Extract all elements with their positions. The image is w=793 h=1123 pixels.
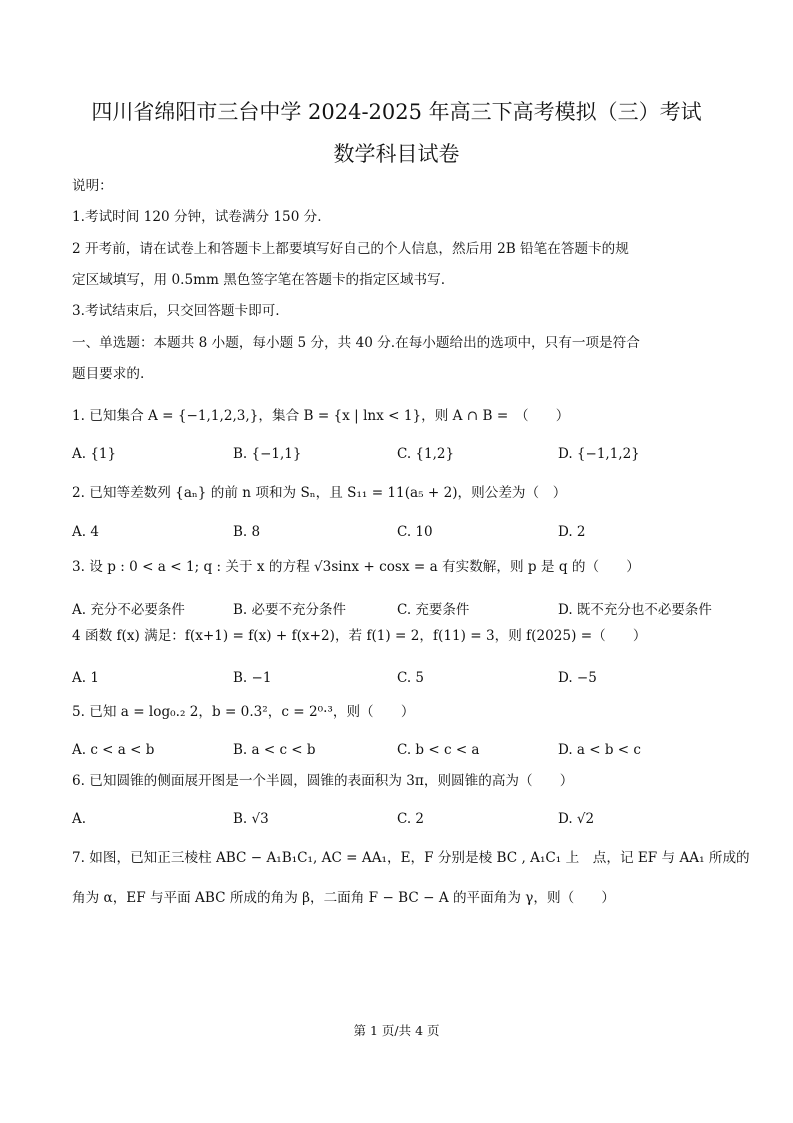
section-heading-line1: 一、单选题：本题共 8 小题，每小题 5 分，共 40 分.在每小题给出的选项中，只有一项是符合 (72, 335, 640, 351)
question-1-option-d: D. {−1,1,2} (558, 446, 640, 462)
question-7-stem-line2: 角为 α，EF 与平面 ABC 所成的角为 β，二面角 F − BC − A 的平面角为 γ，则（ ） (72, 890, 615, 906)
question-4-stem: 4 函数 f(x) 满足：f(x+1) = f(x) + f(x+2)，若 f(1) = 2，f(11) = 3，则 f(2025) =（ ） (72, 628, 647, 644)
question-2-option-c: C. 10 (397, 524, 433, 540)
question-5-option-a: A. c < a < b (72, 742, 155, 758)
question-3-option-d: D. 既不充分也不必要条件 (558, 602, 712, 618)
question-1-option-b: B. {−1,1} (233, 446, 302, 462)
question-2-option-d: D. 2 (558, 524, 586, 540)
instruction-item-1: 1.考试时间 120 分钟，试卷满分 150 分. (72, 209, 322, 225)
question-2-option-b: B. 8 (233, 524, 261, 540)
question-5-option-c: C. b < c < a (397, 742, 480, 758)
exam-title-line1: 四川省绵阳市三台中学 2024-2025 年高三下高考模拟（三）考试 (91, 100, 702, 124)
instruction-item-3: 3.考试结束后，只交回答题卡即可. (72, 303, 280, 319)
question-7-stem-line1: 7. 如图，已知正三棱柱 ABC − A₁B₁C₁, AC = AA₁，E，F 分别是棱 BC , A₁C₁ 上 点，记 EF 与 AA₁ 所成的 (72, 850, 750, 866)
question-3-option-b: B. 必要不充分条件 (233, 602, 347, 618)
question-5-option-b: B. a < c < b (233, 742, 316, 758)
page-footer: 第 1 页/共 4 页 (353, 1023, 440, 1038)
question-3-stem: 3. 设 p : 0 < a < 1; q : 关于 x 的方程 √3sinx + cosx = a 有实数解，则 p 是 q 的（ ） (72, 559, 640, 575)
instruction-item-2-line1: 2 开考前，请在试卷上和答题卡上都要填写好自己的个人信息，然后用 2B 铅笔在答题卡的规 (72, 241, 629, 257)
question-6-option-a: A. (72, 811, 87, 827)
instruction-item-2-line2: 定区域填写，用 0.5mm 黑色签字笔在答题卡的指定区域书写. (72, 272, 446, 288)
question-4-option-d: D. −5 (558, 670, 597, 686)
question-2-stem: 2. 已知等差数列 {aₙ} 的前 n 项和为 Sₙ，且 S₁₁ = 11(a₅ + 2)，则公差为（ ） (72, 485, 567, 501)
question-1-option-a: A. {1} (72, 446, 117, 462)
question-6-option-b: B. √3 (233, 811, 269, 827)
question-1-stem: 1. 已知集合 A = {−1,1,2,3,}，集合 B = {x | lnx < 1}，则 A ∩ B = （ ） (72, 408, 570, 424)
exam-title-line2: 数学科目试卷 (333, 142, 460, 166)
question-4-option-a: A. 1 (72, 670, 99, 686)
question-6-stem: 6. 已知圆锥的侧面展开图是一个半圆，圆锥的表面积为 3π，则圆锥的高为（ ） (72, 773, 574, 789)
section-heading-line2: 题目要求的. (72, 366, 145, 382)
question-4-option-b: B. −1 (233, 670, 272, 686)
question-5-option-d: D. a < b < c (558, 742, 641, 758)
question-6-option-d: D. √2 (558, 811, 595, 827)
question-3-option-c: C. 充要条件 (397, 602, 470, 618)
instructions-heading: 说明： (72, 178, 113, 194)
question-6-option-c: C. 2 (397, 811, 425, 827)
question-3-option-a: A. 充分不必要条件 (72, 602, 185, 618)
question-1-option-c: C. {1,2} (397, 446, 455, 462)
question-4-option-c: C. 5 (397, 670, 425, 686)
question-2-option-a: A. 4 (72, 524, 99, 540)
question-5-stem: 5. 已知 a = log₀.₂ 2，b = 0.3²，c = 2⁰·³，则（ ） (72, 704, 415, 720)
